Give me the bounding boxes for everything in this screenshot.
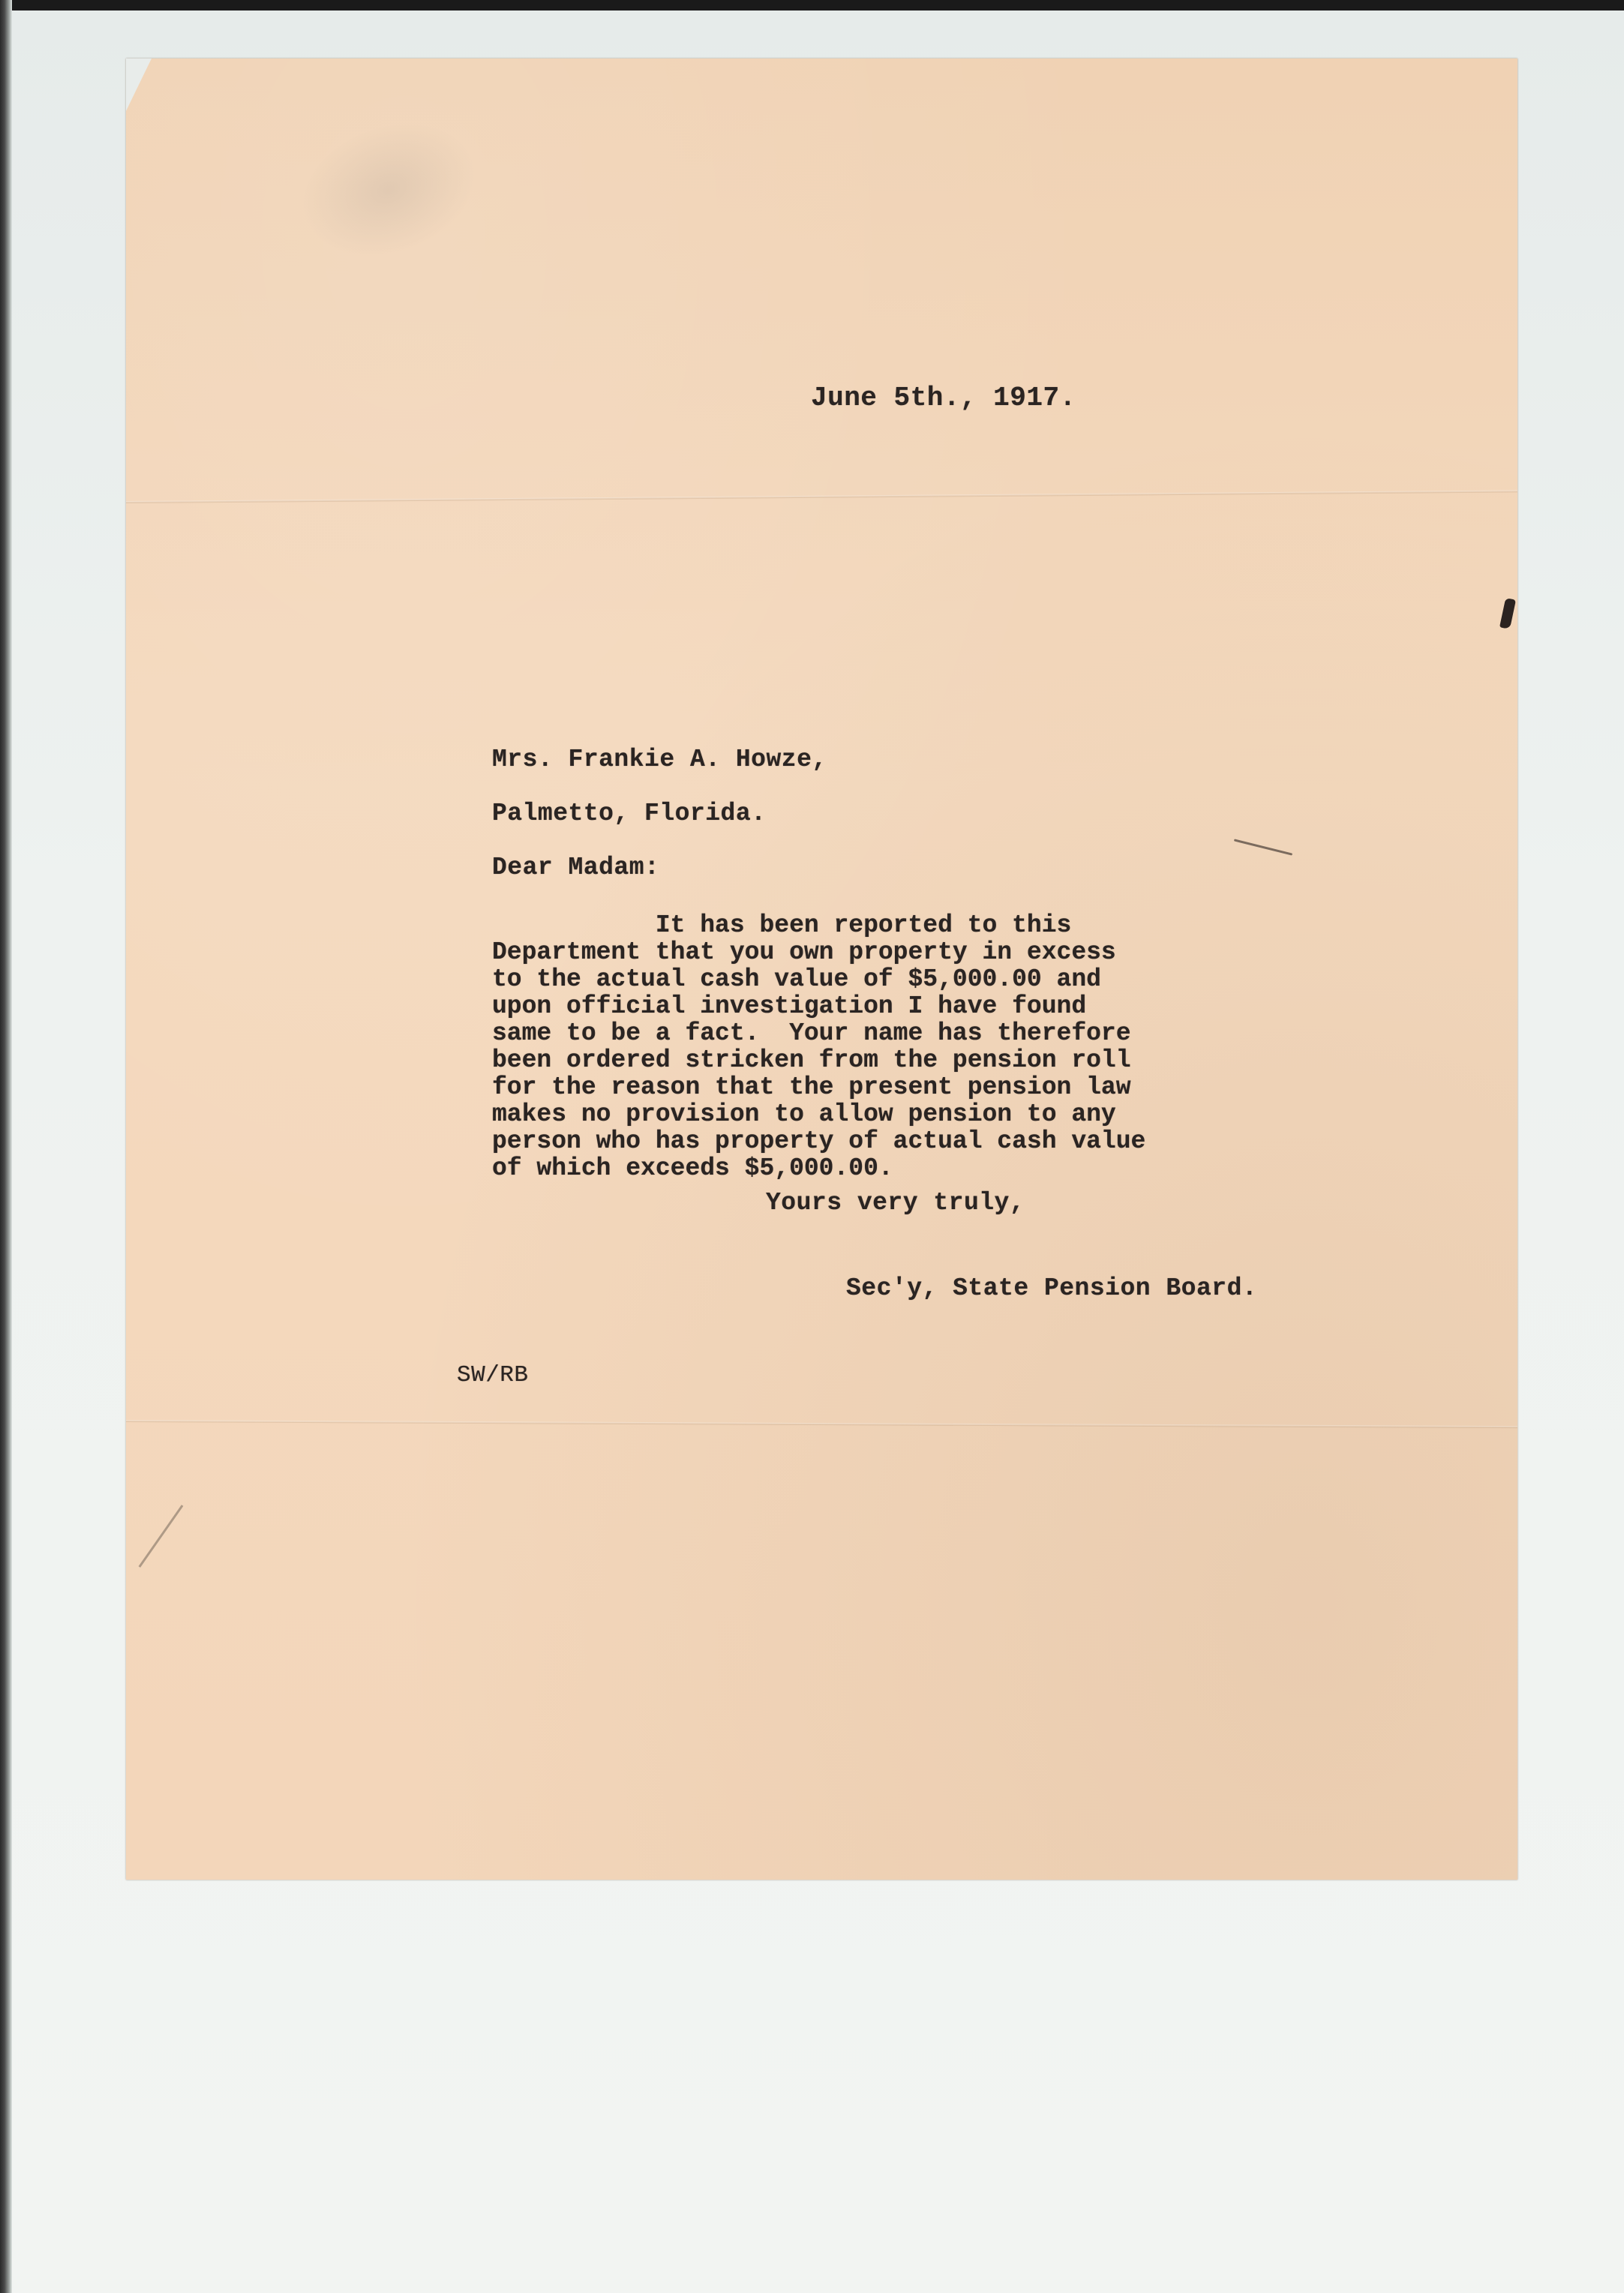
pen-dash-mark — [1234, 839, 1292, 855]
body-line: been ordered stricken from the pension roll — [492, 1046, 1131, 1074]
body-line: to the actual cash value of $5,000.00 and — [492, 965, 1101, 993]
letter-page — [126, 59, 1517, 1880]
recipient-name: Mrs. Frankie A. Howze, — [492, 746, 827, 773]
fold-crease-lower — [126, 1420, 1517, 1428]
pencil-stroke — [139, 1505, 184, 1568]
complimentary-close: Yours very truly, — [766, 1189, 1025, 1217]
body-line: makes no provision to allow pension to any — [492, 1100, 1116, 1128]
folded-corner — [126, 59, 152, 111]
body-line: It has been reported to this — [492, 911, 1072, 939]
body-line: of which exceeds $5,000.00. — [492, 1154, 893, 1182]
letter-date: June 5th., 1917. — [811, 383, 1076, 413]
body-line: person who has property of actual cash value — [492, 1127, 1146, 1155]
scan-left-edge — [0, 0, 12, 2293]
reference-initials: SW/RB — [457, 1362, 529, 1388]
body-line: for the reason that the present pension law — [492, 1073, 1131, 1101]
salutation: Dear Madam: — [492, 854, 660, 881]
letter-body — [492, 912, 1392, 1182]
body-line: same to be a fact. Your name has therefore — [492, 1019, 1131, 1047]
smudge-mark — [282, 99, 495, 281]
signature-title: Sec'y, State Pension Board. — [846, 1274, 1258, 1302]
ink-mark — [1499, 598, 1516, 629]
body-line: Department that you own property in excess — [492, 938, 1116, 966]
recipient-city: Palmetto, Florida. — [492, 800, 767, 827]
body-line: upon official investigation I have found — [492, 992, 1087, 1020]
fold-crease-upper — [126, 490, 1517, 503]
scan-top-edge — [0, 0, 1624, 11]
